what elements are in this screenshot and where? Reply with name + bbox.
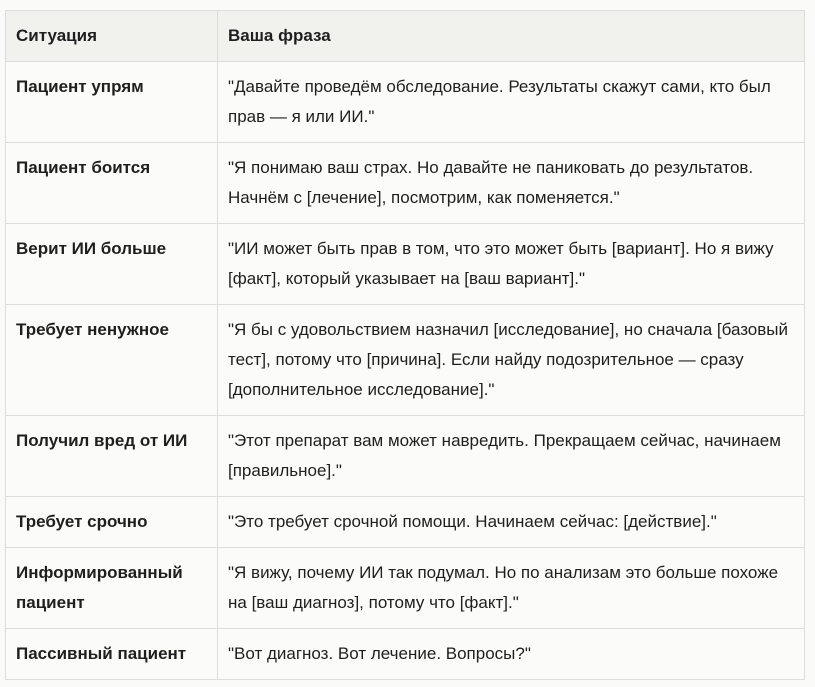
phrase-cell: "Вот диагноз. Вот лечение. Вопросы?" [218, 629, 805, 680]
phrase-cell: "Давайте проведём обследование. Результаты скажут сами, кто был прав — я или ИИ." [218, 62, 805, 143]
situation-cell: Пассивный пациент [6, 629, 218, 680]
table-row [6, 629, 805, 680]
table-body [6, 62, 805, 680]
situations-table [5, 10, 805, 680]
table-row [6, 497, 805, 548]
phrase-cell: "Я бы с удовольствием назначил [исследование], но сначала [базовый тест], потому что [причина]. Если найду подозрительное — сразу [дополнительное исследование]." [218, 305, 805, 416]
situation-cell: Верит ИИ больше [6, 224, 218, 305]
phrase-cell: "Этот препарат вам может навредить. Прекращаем сейчас, начинаем [правильное]." [218, 416, 805, 497]
table-row [6, 305, 805, 416]
table-row [6, 416, 805, 497]
situation-cell: Пациент упрям [6, 62, 218, 143]
table-row [6, 62, 805, 143]
header-phrase: Ваша фраза [218, 11, 805, 62]
header-situation: Ситуация [6, 11, 218, 62]
phrase-cell: "Я понимаю ваш страх. Но давайте не паниковать до результатов. Начнём с [лечение], посмотрим, как поменяется." [218, 143, 805, 224]
situation-cell: Требует ненужное [6, 305, 218, 416]
phrase-cell: "Это требует срочной помощи. Начинаем сейчас: [действие]." [218, 497, 805, 548]
table-container [5, 10, 804, 680]
situation-cell: Информированный пациент [6, 548, 218, 629]
table-row [6, 224, 805, 305]
phrase-cell: "Я вижу, почему ИИ так подумал. Но по анализам это больше похоже на [ваш диагноз], потому что [факт]." [218, 548, 805, 629]
situation-cell: Пациент боится [6, 143, 218, 224]
phrase-cell: "ИИ может быть прав в том, что это может быть [вариант]. Но я вижу [факт], который указывает на [ваш вариант]." [218, 224, 805, 305]
situation-cell: Требует срочно [6, 497, 218, 548]
table-header [6, 11, 805, 62]
header-row [6, 11, 805, 62]
table-row [6, 548, 805, 629]
situation-cell: Получил вред от ИИ [6, 416, 218, 497]
table-row [6, 143, 805, 224]
